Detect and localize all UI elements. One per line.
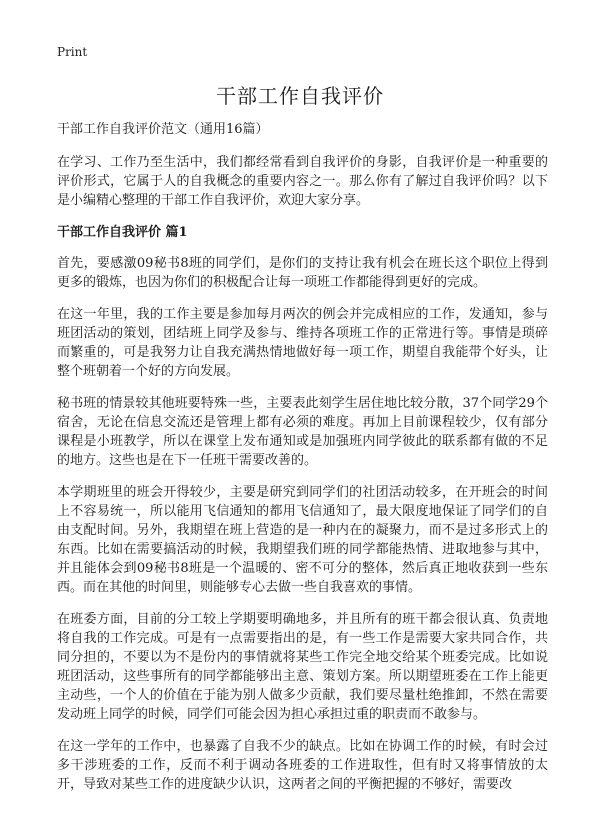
body-paragraph: 在这一年里，我的工作主要是参加每月两次的例会并完成相应的工作，发通知，参与班团活动的策划，团结班上同学及参与、维持各项班工作的正常进行等。事情是琐碎而繁重的，可是我努力让自我充满热情地做好每一项工作，期望自我能带个好头，让整个班朝着一个好的方向发展。 xyxy=(57,307,548,379)
body-paragraph: 在班委方面，目前的分工较上学期要明确地多，并且所有的班干都会很认真、负责地将自我的工作完成。可是有一点需要指出的是，有一些工作是需要大家共同合作，共同分担的，不要以为不是份内的事情就将某些工作完全地交给某个班委完成。比如说班团活动，这些事所有的同学都能够出主意、策划方案。所以期望班委在工作上能更主动些，一个人的价值在于能为别人做多少贡献，我们要尽量杜绝推卸，不然在需要发动班上同学的时候，同学们可能会因为担心承担过重的职责而不敢参与。 xyxy=(57,612,548,722)
article-subtitle: 干部工作自我评价范文（通用16篇） xyxy=(57,122,269,137)
section-heading: 干部工作自我评价 篇1 xyxy=(57,225,188,240)
body-paragraph: 在这一学年的工作中，也暴露了自我不少的缺点。比如在协调工作的时候，有时会过多干涉班委的工作，反而不利于调动各班委的工作进取性，但有时又将事情放的太开，导致对某些工作的进度缺少认识，这两者之间的平衡把握的不够好，需要改 xyxy=(57,739,548,792)
body-paragraph: 本学期班里的班会开得较少，主要是研究到同学们的社团活动较多，在开班会的时间上不容易统一，所以能用飞信通知的都用飞信通知了，最大限度地保证了同学们的自由支配时间。另外，我期望在班上营造的是一种内在的凝聚力，而不是过多形式上的东西。比如在需要搞活动的时候，我期望我们班的同学都能热情、进取地参与其中，并且能体会到09秘书8班是一个温暖的、密不可分的整体，然后真正地收获到一些东西。而在其他的时间里，则能够专心去做一些自我喜欢的事情。 xyxy=(57,485,548,595)
article-body xyxy=(57,120,548,807)
body-paragraph: 首先，要感激09秘书8班的同学们，是你们的支持让我有机会在班长这个职位上得到更多的锻炼，也因为你们的积极配合让每一项班工作都能得到更好的完成。 xyxy=(57,256,548,290)
intro-paragraph: 在学习、工作乃至生活中，我们都经常看到自我评价的身影，自我评价是一种重要的评价形式，它属于人的自我概念的重要内容之一。那么你有了解过自我评价吗？以下是小编精心整理的干部工作自我评价，欢迎大家分享。 xyxy=(57,155,548,208)
body-paragraph: 秘书班的情景较其他班要特殊一些，主要表此刻学生居住地比较分散，37个同学29个宿舍，无论在信息交流还是管理上都有必须的难度。再加上目前课程较少，仅有部分课程是小班教学，所以在课堂上发布通知或是加强班内同学彼此的联系都有做的不足的地方。这些也是在下一任班干需要改善的。 xyxy=(57,396,548,468)
page-title: 干部工作自我评价 xyxy=(216,84,384,108)
print-link[interactable]: Print xyxy=(57,45,88,59)
